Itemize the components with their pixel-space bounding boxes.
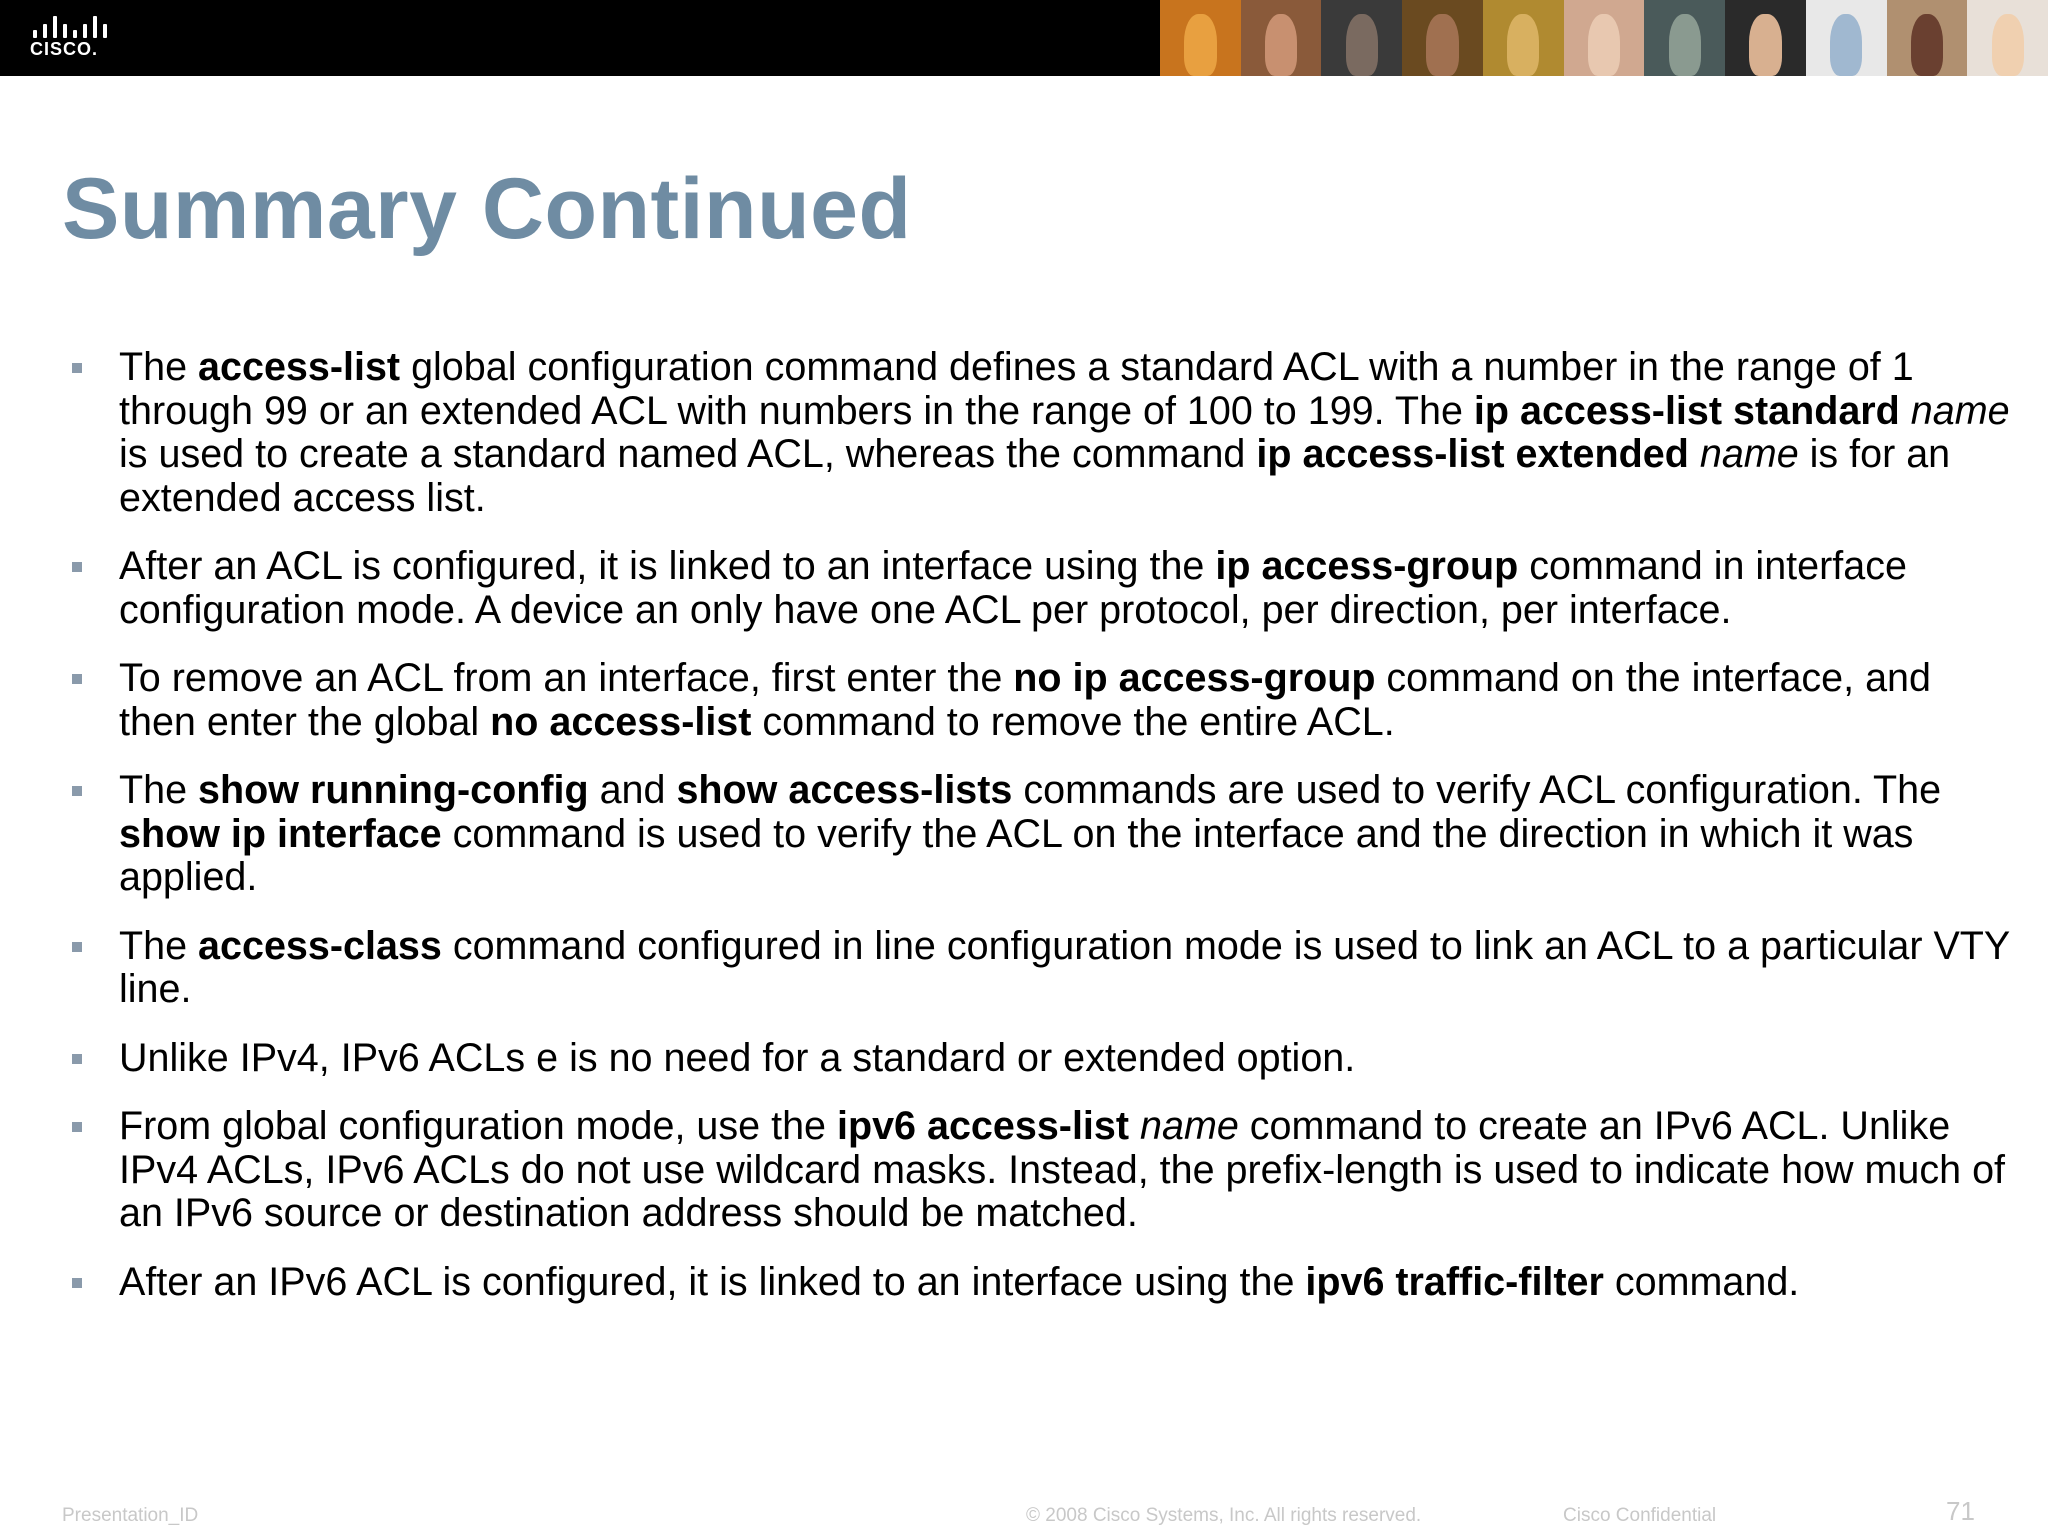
person-photo-icon xyxy=(1265,14,1297,76)
bullet-square-icon xyxy=(72,674,82,684)
header-photo xyxy=(1967,0,2048,76)
header-bar xyxy=(0,0,2048,76)
bullet-text: command to remove the entire ACL. xyxy=(751,699,1395,744)
header-photo xyxy=(1806,0,1887,76)
header-photo-strip xyxy=(1160,0,2048,76)
page-number: 71 xyxy=(1946,1496,1975,1526)
bullet-text: is used to create a standard named ACL, whereas the command xyxy=(119,432,1257,476)
header-photo xyxy=(1483,0,1564,76)
header-photo xyxy=(1402,0,1483,76)
person-photo-icon xyxy=(1830,14,1862,76)
bullet-text: command configured in line configuration mode is used to link an ACL to a particular VTY line. xyxy=(119,923,2010,1011)
footer-confidential: Cisco Confidential xyxy=(1563,1505,1717,1526)
bullet-square-icon xyxy=(72,1054,82,1064)
header-photo xyxy=(1321,0,1402,76)
command-text: show access-lists xyxy=(676,768,1013,812)
placeholder-text: name xyxy=(1140,1104,1239,1148)
header-photo xyxy=(1644,0,1725,76)
person-photo-icon xyxy=(1588,14,1620,76)
person-photo-icon xyxy=(1669,14,1701,76)
bullet-text: is for an extended access list. xyxy=(119,432,1951,520)
person-photo-icon xyxy=(1911,14,1943,76)
bullet-text: The xyxy=(119,345,199,389)
bullet-text xyxy=(1900,389,1911,433)
bullet-square-icon xyxy=(72,942,82,952)
bullet-item xyxy=(72,1261,2012,1305)
bullet-text xyxy=(1689,432,1700,476)
person-photo-icon xyxy=(1992,14,2024,76)
person-photo-icon xyxy=(1507,14,1539,76)
command-text: no ip access-group xyxy=(1013,656,1376,700)
header-photo xyxy=(1241,0,1322,76)
bullet-square-icon xyxy=(72,562,82,572)
bullet-text: From global configuration mode, use the xyxy=(119,1104,837,1148)
bullet-square-icon xyxy=(72,1122,82,1132)
command-text: show ip interface xyxy=(119,811,442,856)
bullet-text: Unlike IPv4, IPv6 ACLs e is no need for a standard or extended option. xyxy=(119,1035,1356,1080)
bullet-text: After an ACL is configured, it is linked to an interface using the xyxy=(119,544,1216,588)
command-text: access-list xyxy=(198,345,401,389)
command-text: ip access-list standard xyxy=(1473,388,1900,433)
bullet-text: The xyxy=(119,768,199,812)
bullet-list xyxy=(72,346,2012,1329)
bullet-text: command in interface configuration mode. A device an only have one ACL per protocol, per direction, per interface. xyxy=(119,544,1907,632)
command-text: show running-config xyxy=(198,768,589,812)
footer-presentation-id: Presentation_ID xyxy=(62,1505,199,1526)
cisco-logo xyxy=(30,12,130,64)
header-photo xyxy=(1725,0,1806,76)
bullet-text: command. xyxy=(1603,1259,1800,1304)
command-text: access-class xyxy=(198,923,442,968)
bullet-text: command on the interface, and then enter the global xyxy=(119,656,1931,744)
person-photo-icon xyxy=(1426,14,1458,76)
bullet-item xyxy=(72,925,2012,1012)
person-photo-icon xyxy=(1346,14,1378,76)
footer-copyright: © 2008 Cisco Systems, Inc. All rights reserved. xyxy=(1026,1505,1422,1526)
bullet-item xyxy=(72,545,2012,632)
bullet-text: command to create an IPv6 ACL. Unlike IPv4 ACLs, IPv6 ACLs do not use wildcard masks. Instead, the prefix-length is used to indicate how much of an IPv6 source or destination address should be matched. xyxy=(119,1104,2006,1235)
person-photo-icon xyxy=(1184,14,1216,76)
header-photo xyxy=(1564,0,1645,76)
command-text: ipv6 access-list xyxy=(836,1104,1130,1148)
cisco-bars-icon xyxy=(33,14,113,38)
bullet-item xyxy=(72,1037,2012,1081)
bullet-text: To remove an ACL from an interface, first enter the xyxy=(119,656,1014,700)
placeholder-text: name xyxy=(1910,388,2010,433)
header-photo xyxy=(1160,0,1241,76)
placeholder-text: name xyxy=(1699,432,1799,476)
bullet-text: command is used to verify the ACL on the interface and the direction in which it was applied. xyxy=(119,811,1914,899)
bullet-text: commands are used to verify ACL configuration. The xyxy=(1012,768,1942,812)
command-text: ipv6 traffic-filter xyxy=(1305,1259,1604,1304)
bullet-text xyxy=(1129,1104,1140,1148)
header-photo xyxy=(1887,0,1968,76)
bullet-item xyxy=(72,657,2012,744)
person-photo-icon xyxy=(1749,14,1781,76)
bullet-square-icon xyxy=(72,786,82,796)
bullet-text: global configuration command defines a standard ACL with a number in the range of 1 through 99 or an extended ACL with numbers in the range of 100 to 199. The xyxy=(119,345,1914,433)
slide-title: Summary Continued xyxy=(62,161,912,257)
bullet-item xyxy=(72,769,2012,900)
bullet-item xyxy=(72,346,2012,520)
bullet-text: and xyxy=(588,768,677,812)
bullet-text: After an IPv6 ACL is configured, it is linked to an interface using the xyxy=(119,1259,1306,1304)
bullet-square-icon xyxy=(72,1278,82,1288)
command-text: ip access-group xyxy=(1215,544,1519,588)
cisco-logo-text: CISCO. xyxy=(30,39,99,59)
bullet-item xyxy=(72,1105,2012,1236)
command-text: ip access-list extended xyxy=(1256,432,1689,476)
bullet-square-icon xyxy=(72,363,82,373)
bullet-text: The xyxy=(119,923,199,968)
command-text: no access-list xyxy=(490,699,752,744)
